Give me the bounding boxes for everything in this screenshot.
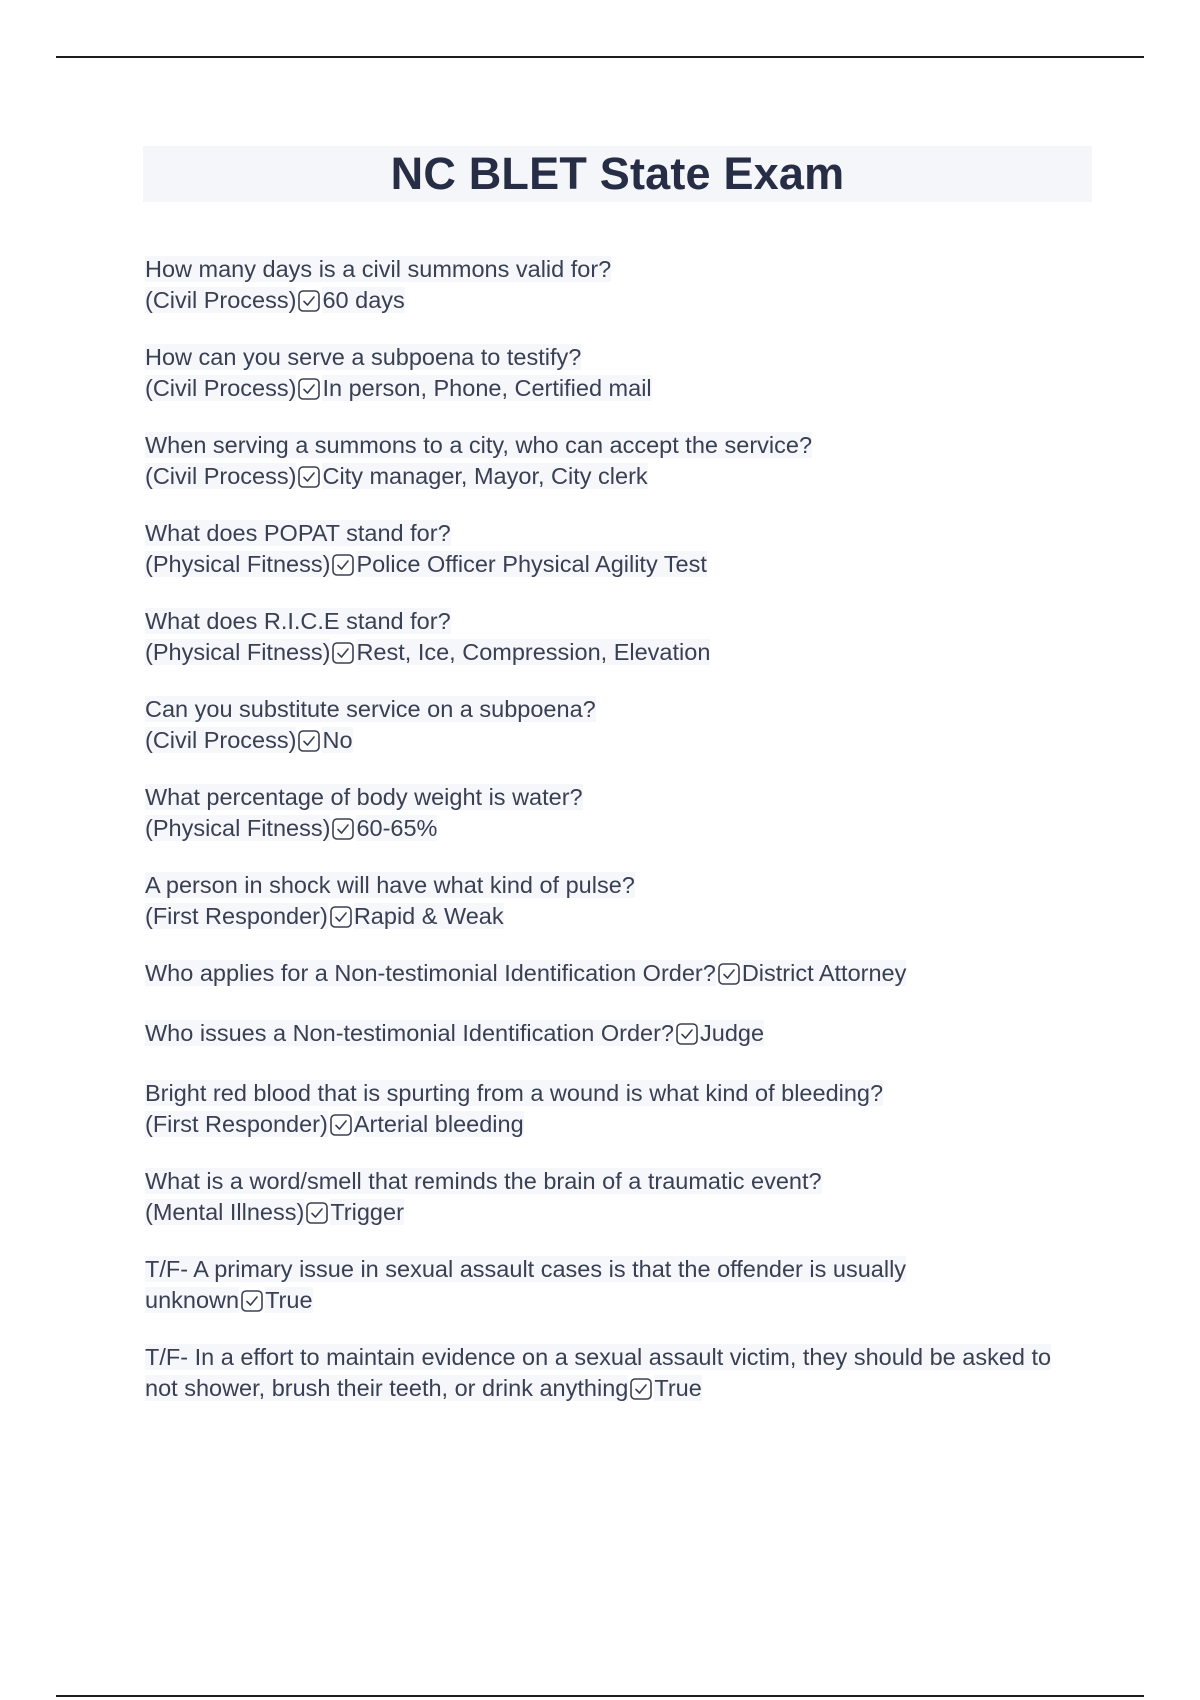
qa-list — [145, 254, 1085, 1430]
checkbox-check-icon — [306, 1202, 328, 1224]
checkbox-check-icon — [630, 1378, 652, 1400]
checkbox-check-icon — [676, 1023, 698, 1045]
qa-question: Bright red blood that is spurting from a wound is what kind of bleeding? — [145, 1080, 884, 1106]
qa-item — [145, 606, 1085, 668]
qa-question: What is a word/smell that reminds the brain of a traumatic event? — [145, 1168, 822, 1194]
qa-item — [145, 518, 1085, 580]
checkbox-check-icon — [298, 378, 320, 400]
qa-category: (Civil Process) — [145, 287, 297, 313]
qa-answer: Arterial bleeding — [353, 1111, 524, 1137]
checkbox-check-icon — [332, 554, 354, 576]
qa-category: not shower, brush their teeth, or drink anything — [145, 1375, 629, 1401]
qa-answer: City manager, Mayor, City clerk — [322, 463, 648, 489]
checkbox-check-icon — [298, 466, 320, 488]
qa-item — [145, 342, 1085, 404]
qa-question: Can you substitute service on a subpoena? — [145, 696, 596, 722]
qa-answer: Rapid & Weak — [353, 903, 504, 929]
checkbox-check-icon — [332, 642, 354, 664]
qa-item — [145, 1166, 1085, 1228]
qa-question: Who issues a Non-testimonial Identification Order? — [145, 1020, 674, 1046]
qa-item — [145, 870, 1085, 932]
qa-question: What percentage of body weight is water? — [145, 784, 583, 810]
qa-answer: 60-65% — [356, 815, 438, 841]
qa-item — [145, 1078, 1085, 1140]
qa-item — [145, 694, 1085, 756]
checkbox-check-icon — [298, 290, 320, 312]
checkbox-check-icon — [718, 963, 740, 985]
checkbox-check-icon — [330, 1114, 352, 1136]
qa-category: (Physical Fitness) — [145, 551, 331, 577]
qa-category: (First Responder) — [145, 1111, 328, 1137]
qa-category: (Physical Fitness) — [145, 815, 331, 841]
qa-category: (Civil Process) — [145, 375, 297, 401]
qa-category: (First Responder) — [145, 903, 328, 929]
qa-item — [145, 430, 1085, 492]
qa-answer: True — [265, 1287, 313, 1313]
qa-question: When serving a summons to a city, who can accept the service? — [145, 432, 813, 458]
checkbox-check-icon — [330, 906, 352, 928]
qa-item — [145, 254, 1085, 316]
qa-item — [145, 958, 1085, 989]
qa-question: What does R.I.C.E stand for? — [145, 608, 451, 634]
qa-category: (Civil Process) — [145, 727, 297, 753]
qa-category: (Mental Illness) — [145, 1199, 305, 1225]
checkbox-check-icon — [332, 818, 354, 840]
qa-question: T/F- In a effort to maintain evidence on a sexual assault victim, they should be asked to — [145, 1344, 1052, 1370]
qa-answer: Judge — [700, 1020, 765, 1046]
qa-answer: District Attorney — [741, 960, 907, 986]
document-title: NC BLET State Exam — [390, 148, 845, 199]
qa-item — [145, 1018, 1085, 1049]
qa-question: T/F- A primary issue in sexual assault cases is that the offender is usually — [145, 1256, 907, 1282]
qa-answer: 60 days — [322, 287, 405, 313]
qa-item — [145, 782, 1085, 844]
qa-answer: Police Officer Physical Agility Test — [356, 551, 707, 577]
qa-item — [145, 1342, 1085, 1404]
qa-answer: In person, Phone, Certified mail — [322, 375, 652, 401]
checkbox-check-icon — [241, 1290, 263, 1312]
qa-question: What does POPAT stand for? — [145, 520, 451, 546]
qa-answer: Rest, Ice, Compression, Elevation — [356, 639, 711, 665]
top-rule — [56, 56, 1144, 58]
qa-category: (Physical Fitness) — [145, 639, 331, 665]
qa-category: unknown — [145, 1287, 240, 1313]
qa-item — [145, 1254, 1085, 1316]
bottom-rule — [56, 1695, 1144, 1697]
title-banner — [143, 146, 1092, 202]
qa-question: Who applies for a Non-testimonial Identification Order? — [145, 960, 716, 986]
qa-question: How many days is a civil summons valid for? — [145, 256, 612, 282]
qa-category: (Civil Process) — [145, 463, 297, 489]
qa-question: A person in shock will have what kind of pulse? — [145, 872, 635, 898]
qa-answer: Trigger — [330, 1199, 404, 1225]
checkbox-check-icon — [298, 730, 320, 752]
qa-question: How can you serve a subpoena to testify? — [145, 344, 582, 370]
qa-answer: True — [654, 1375, 702, 1401]
qa-answer: No — [322, 727, 353, 753]
